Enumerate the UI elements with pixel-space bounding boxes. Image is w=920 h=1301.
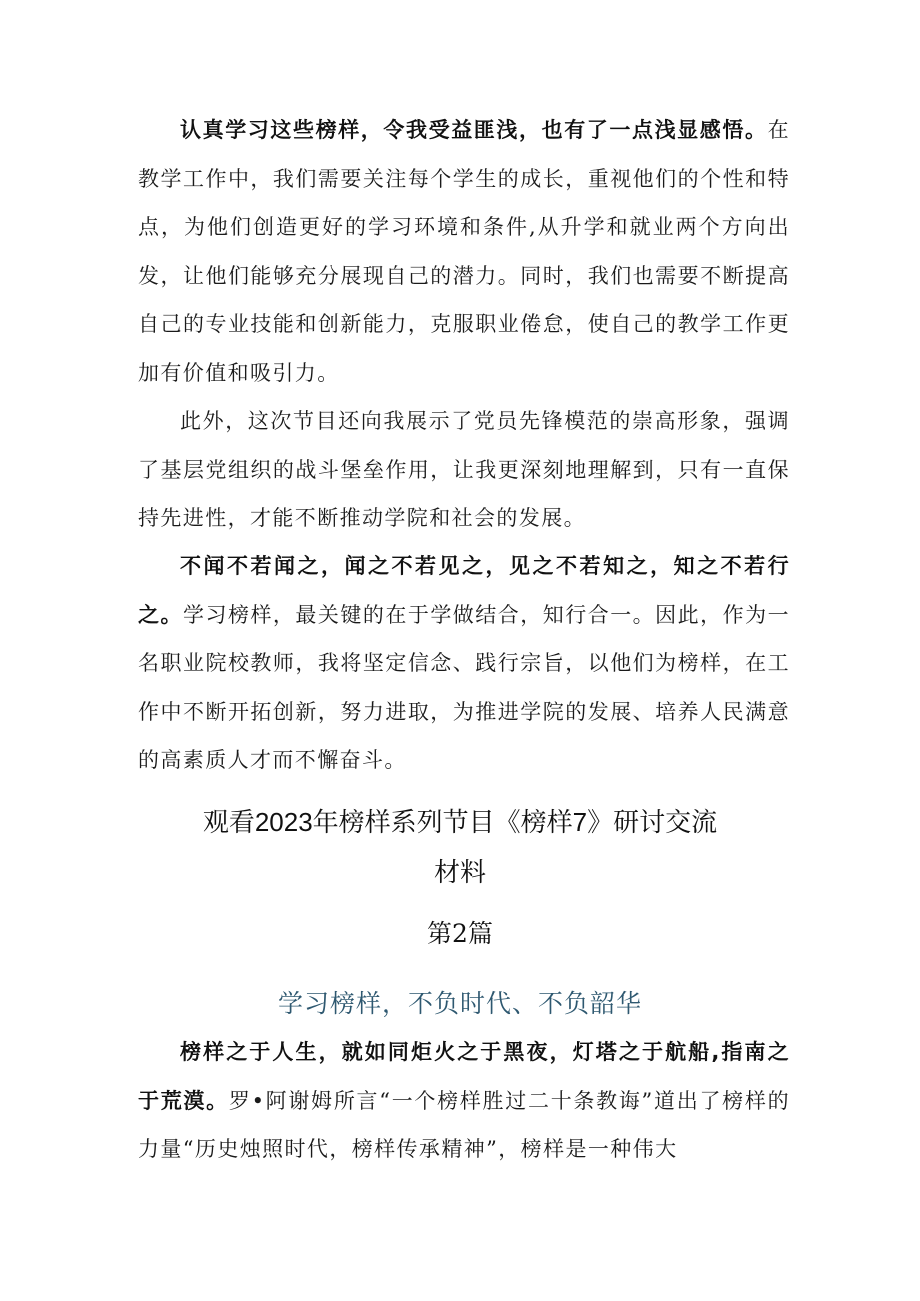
paragraph-reflection (138, 106, 790, 397)
article-title-line-2: 材料 (433, 857, 486, 887)
paragraph-lead: 认真学习这些榜样，令我受益匪浅，也有了一点浅显感悟。 (180, 118, 768, 142)
paragraph-body: 罗•阿谢姆所言“一个榜样胜过二十条教诲”道出了榜样的力量“历史烛照时代，榜样传承精神”，榜样是一种伟大 (138, 1088, 790, 1161)
paragraph-role-models (138, 1028, 790, 1174)
paragraph-action (138, 542, 790, 785)
paragraph-party-model (138, 397, 790, 543)
paragraph-body: 此外，这次节目还向我展示了党员先锋模范的崇高形象，强调了基层党组织的战斗堡垒作用，让我更深刻地理解到，只有一直保持先进性，才能不断推动学院和社会的发展。 (138, 409, 790, 530)
paragraph-lead: 不闻不若闻之，闻之不若见之，见之不若知之，知之不若行之。 (138, 554, 790, 627)
paragraph-lead: 榜样之于人生，就如同炬火之于黑夜，灯塔之于航船,指南之于荒漠。 (138, 1040, 790, 1113)
piece-number: 第2篇 (427, 919, 493, 948)
paragraph-body: 学习榜样，最关键的在于学做结合，知行合一。因此，作为一名职业院校教师，我将坚定信念、践行宗旨，以他们为榜样，在工作中不断开拓创新，努力进取，为推进学院的发展、培养人民满意的高素质人才而不懈奋斗。 (138, 602, 790, 772)
article-title-line-1: 观看2023年榜样系列节目《榜样7》研讨交流 (202, 807, 718, 837)
paragraph-body: 在教学工作中，我们需要关注每个学生的成长，重视他们的个性和特点，为他们创造更好的学习环境和条件,从升学和就业两个方向出发，让他们能够充分展现自己的潜力。同时，我们也需要不断提高自己的专业技能和创新能力，克服职业倦怠，使自己的教学工作更加有价值和吸引力。 (138, 118, 790, 385)
section-subheading: 学习榜样，不负时代、不负韶华 (277, 989, 642, 1018)
